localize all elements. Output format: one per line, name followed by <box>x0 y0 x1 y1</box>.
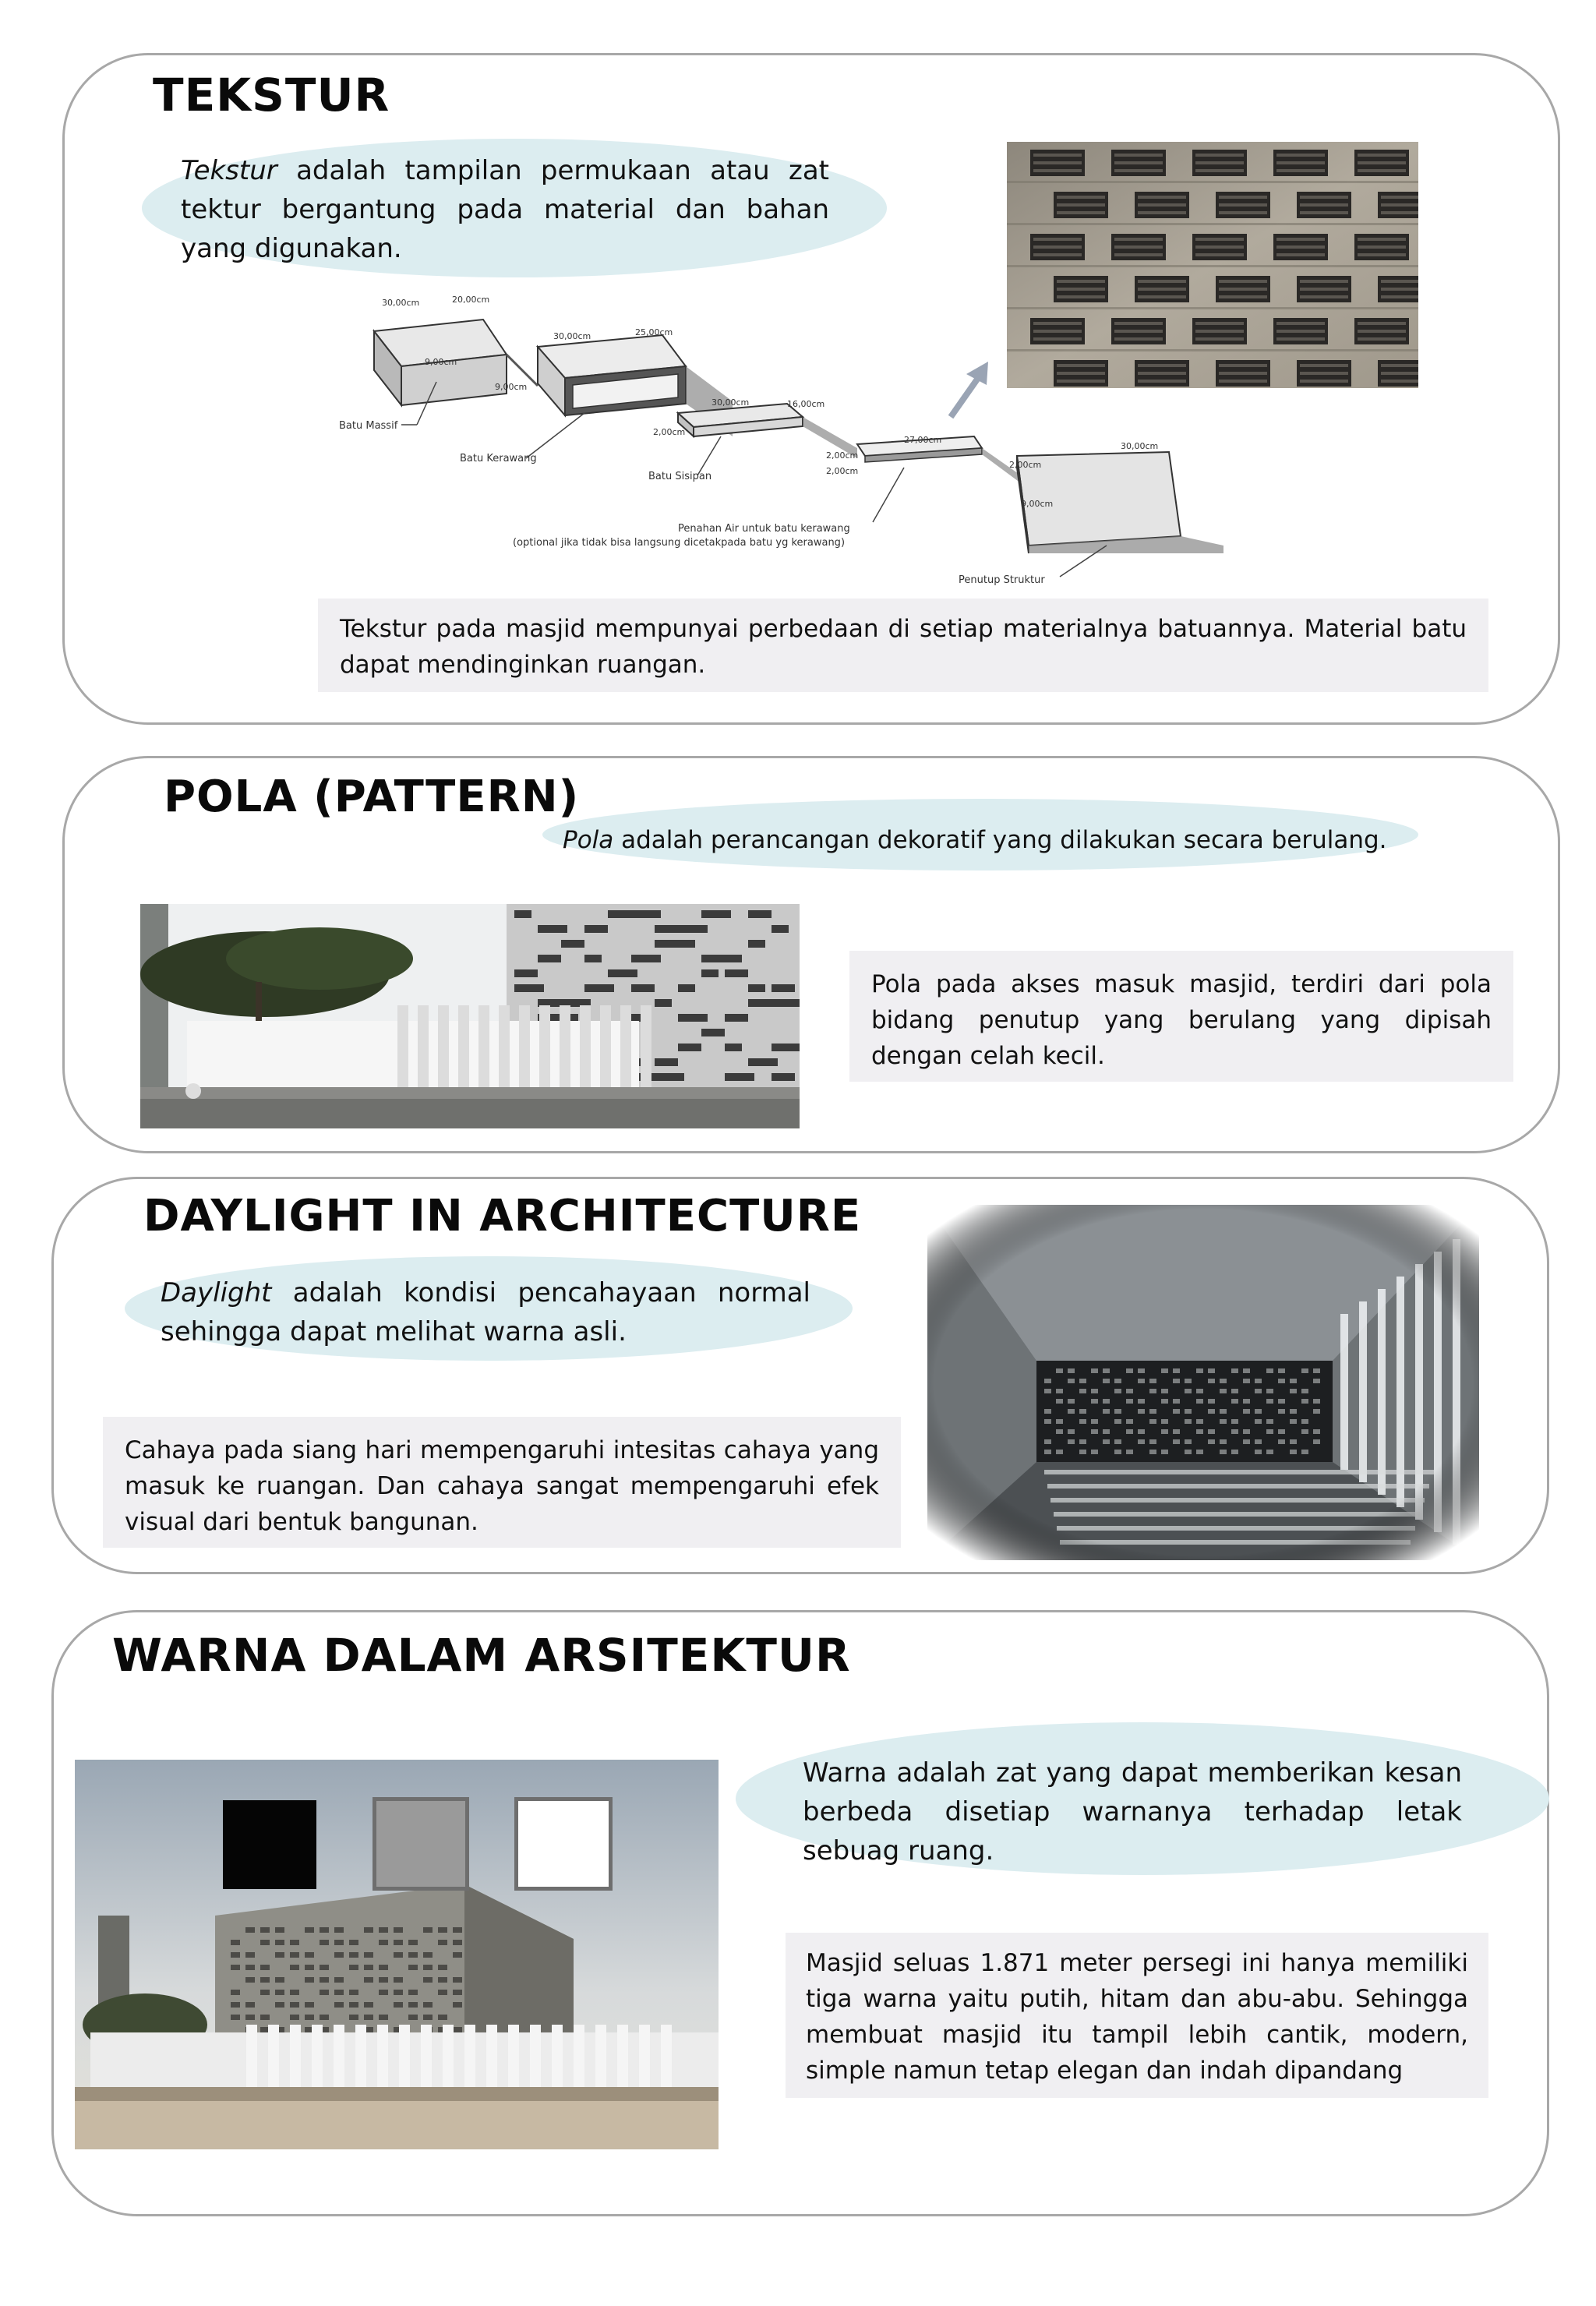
batu-massif-label: Batu Massif <box>339 420 398 432</box>
dim-label: 20,00cm <box>452 295 490 305</box>
tekstur-definition <box>181 151 829 268</box>
batu-diagram <box>327 288 1262 600</box>
warna-note: Masjid seluas 1.871 meter persegi ini hanya memiliki tiga warna yaitu putih, hitam dan abu-abu. Sehingga membuat masjid itu tampil lebih cantik, modern, simple namun tetap elegan dan indah dipandang <box>786 1933 1488 2098</box>
daylight-term: Daylight <box>161 1277 272 1308</box>
pola-photo <box>140 904 800 1128</box>
penahan-air-note: (optional jika tidak bisa langsung dicetakpada batu yg kerawang) <box>513 537 846 549</box>
dim-label: 16,00cm <box>787 399 825 409</box>
warna-definition: Warna adalah zat yang dapat memberikan kesan berbeda disetiap warnanya terhadap letak sebuag ruang. <box>803 1757 1462 1866</box>
grey-swatch <box>373 1797 469 1891</box>
dim-label: 30,00cm <box>382 298 420 308</box>
dim-label: 30,00cm <box>711 397 750 408</box>
batu-sisipan-label: Batu Sisipan <box>648 471 712 482</box>
daylight-title: DAYLIGHT IN ARCHITECTURE <box>143 1191 862 1241</box>
warna-title: WARNA DALAM ARSITEKTUR <box>112 1629 851 1682</box>
dim-label: 25,00cm <box>635 327 673 337</box>
dim-label: 2,00cm <box>826 466 859 476</box>
black-swatch <box>223 1800 316 1889</box>
tekstur-note: Tekstur pada masjid mempunyai perbedaan di setiap materialnya batuannya. Material batu dapat mendinginkan ruangan. <box>318 599 1488 692</box>
batu-diagram-svg <box>327 288 1262 600</box>
pola-definition <box>563 825 1387 856</box>
pola-definition-text: adalah perancangan dekoratif yang dilakukan secara berulang. <box>613 826 1387 854</box>
daylight-definition-text: adalah kondisi pencahayaan normal sehingga dapat melihat warna asli. <box>161 1277 810 1347</box>
dim-label: 2,00cm <box>826 450 859 461</box>
batu-kerawang-label: Batu Kerawang <box>460 453 537 464</box>
dim-label: 30,00cm <box>1121 441 1159 451</box>
penahan-air-label: Penahan Air untuk batu kerawang <box>678 523 850 535</box>
dim-label: 27,00cm <box>904 435 942 445</box>
dim-label: 30,00cm <box>553 331 591 341</box>
daylight-definition <box>161 1273 810 1351</box>
dim-label: 9,00cm <box>1021 499 1054 509</box>
daylight-note: Cahaya pada siang hari mempengaruhi intesitas cahaya yang masuk ke ruangan. Dan cahaya sangat mempengaruhi efek visual dari bentuk bangunan. <box>103 1417 901 1548</box>
pola-note: Pola pada akses masuk masjid, terdiri dari pola bidang penutup yang berulang yang dipisah dengan celah kecil. <box>849 951 1513 1082</box>
mosque-entrance-photo <box>140 904 800 1128</box>
penutup-struktur-label: Penutup Struktur <box>959 574 1045 586</box>
daylight-photo <box>927 1205 1479 1560</box>
tekstur-definition-text: adalah tampilan permukaan atau zat tektur bergantung pada material dan bahan yang digunakan. <box>181 155 829 264</box>
dim-label: 9,00cm <box>495 382 528 392</box>
white-swatch <box>514 1797 613 1891</box>
pola-title: POLA (PATTERN) <box>164 772 580 822</box>
tekstur-title: TEKSTUR <box>153 69 390 122</box>
corridor-photo <box>927 1205 1479 1560</box>
tekstur-term: Tekstur <box>181 155 277 186</box>
dim-label: 2,00cm <box>653 427 686 437</box>
dim-label: 9,00cm <box>425 357 457 367</box>
dim-label: 2,00cm <box>1009 460 1042 470</box>
pola-term: Pola <box>563 826 614 854</box>
